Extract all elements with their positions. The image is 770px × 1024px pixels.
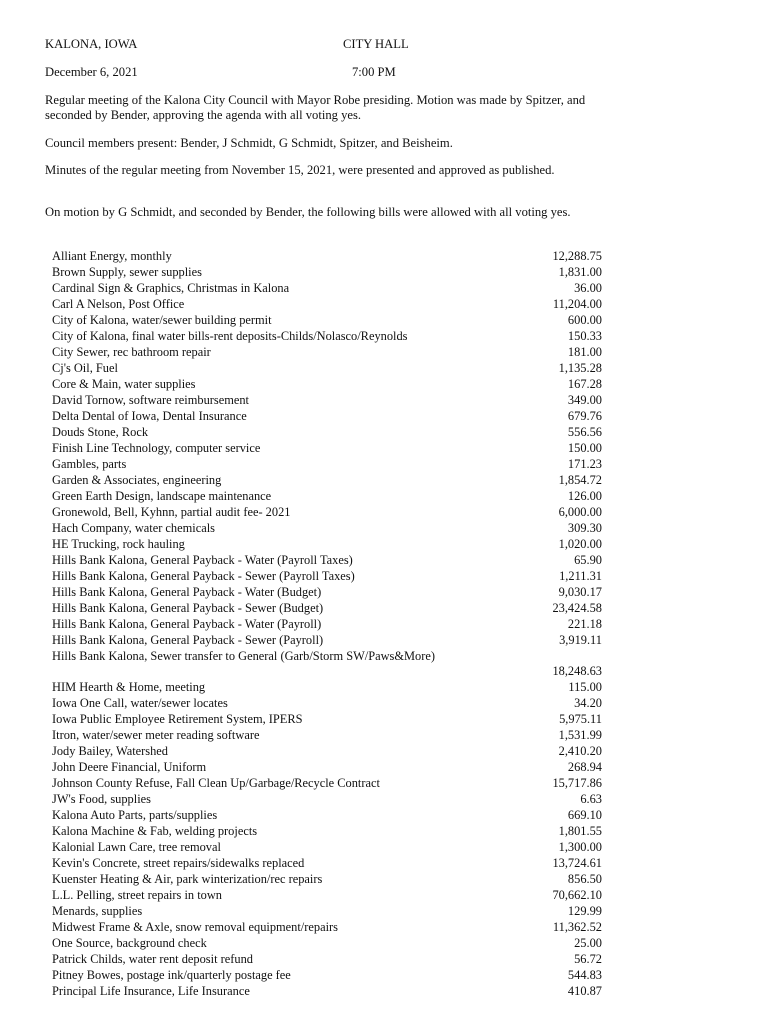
bill-description: City of Kalona, water/sewer building permit xyxy=(52,313,272,327)
bill-description: Hills Bank Kalona, Sewer transfer to General (Garb/Storm SW/Paws&More) xyxy=(52,649,435,663)
bill-row xyxy=(52,504,602,520)
bill-description: Green Earth Design, landscape maintenance xyxy=(52,489,272,503)
bill-description: One Source, background check xyxy=(52,936,207,950)
bill-amount: 25.00 xyxy=(574,936,602,950)
bill-row xyxy=(52,472,602,488)
bill-row xyxy=(52,280,602,296)
bill-row xyxy=(52,935,602,951)
bill-amount: 1,300.00 xyxy=(558,840,602,854)
bill-description: City of Kalona, final water bills-rent deposits-Childs/Nolasco/Reynolds xyxy=(52,329,408,343)
bill-description: Finish Line Technology, computer service xyxy=(52,441,261,455)
bill-row xyxy=(52,456,602,472)
bill-description: Iowa Public Employee Retirement System, IPERS xyxy=(52,712,303,726)
bill-row xyxy=(52,264,602,280)
bill-row xyxy=(52,616,602,632)
header-date: December 6, 2021 xyxy=(45,65,138,79)
bill-amount: 150.00 xyxy=(567,441,602,455)
bill-amount: 171.23 xyxy=(567,457,602,471)
bill-amount: 856.50 xyxy=(567,872,602,886)
bill-description: Patrick Childs, water rent deposit refund xyxy=(52,952,253,966)
bill-description: Core & Main, water supplies xyxy=(52,377,196,391)
bill-description: HE Trucking, rock hauling xyxy=(52,537,185,551)
bill-row xyxy=(52,632,602,648)
bill-description: Kalonial Lawn Care, tree removal xyxy=(52,840,221,854)
bill-row xyxy=(52,919,602,935)
bill-amount: 13,724.61 xyxy=(552,856,602,870)
bill-amount: 268.94 xyxy=(567,760,602,774)
bill-row xyxy=(52,727,602,743)
bill-amount: 11,204.00 xyxy=(552,297,602,311)
bill-row xyxy=(52,759,602,775)
bill-row xyxy=(52,967,602,983)
bill-amount: 18,248.63 xyxy=(552,664,602,678)
bill-amount: 65.90 xyxy=(574,553,602,567)
bill-row xyxy=(52,248,602,264)
bill-amount: 181.00 xyxy=(567,345,602,359)
bill-amount: 221.18 xyxy=(567,617,602,631)
bill-row xyxy=(52,951,602,967)
bill-amount: 36.00 xyxy=(574,281,602,295)
bill-description: David Tornow, software reimbursement xyxy=(52,393,249,407)
bill-description: Hills Bank Kalona, General Payback - Sewer (Payroll) xyxy=(52,633,324,647)
bill-row xyxy=(52,552,602,568)
bill-amount: 70,662.10 xyxy=(552,888,602,902)
bill-row xyxy=(52,983,602,999)
bill-row xyxy=(52,775,602,791)
bill-amount: 23,424.58 xyxy=(552,601,602,615)
bill-description: L.L. Pelling, street repairs in town xyxy=(52,888,222,902)
bill-amount: 6.63 xyxy=(580,792,602,806)
bill-description: Itron, water/sewer meter reading software xyxy=(52,728,260,742)
bill-amount: 150.33 xyxy=(567,329,602,343)
bill-row xyxy=(52,600,602,616)
bill-amount: 2,410.20 xyxy=(558,744,602,758)
bill-row xyxy=(52,392,602,408)
paragraph-bills-motion: On motion by G Schmidt, and seconded by Bender, the following bills were allowed with all voting yes. xyxy=(45,205,571,219)
bill-row xyxy=(52,376,602,392)
bill-description: Midwest Frame & Axle, snow removal equipment/repairs xyxy=(52,920,338,934)
bill-row xyxy=(52,312,602,328)
bill-row xyxy=(52,328,602,344)
bill-description: Douds Stone, Rock xyxy=(52,425,149,439)
bill-amount: 1,211.31 xyxy=(559,569,602,583)
bill-description: Kalona Auto Parts, parts/supplies xyxy=(52,808,218,822)
bill-amount: 56.72 xyxy=(574,952,602,966)
bill-amount: 679.76 xyxy=(567,409,602,423)
bill-row xyxy=(52,584,602,600)
bill-row xyxy=(52,823,602,839)
bill-amount: 669.10 xyxy=(567,808,602,822)
bill-amount: 34.20 xyxy=(574,696,602,710)
bill-description: Johnson County Refuse, Fall Clean Up/Garbage/Recycle Contract xyxy=(52,776,380,790)
bill-description: Hach Company, water chemicals xyxy=(52,521,215,535)
paragraph-opening: Regular meeting of the Kalona City Council with Mayor Robe presiding. Motion was made by Spitzer, and seconded by Bender, approving the agenda with all voting yes. xyxy=(45,93,586,122)
bill-amount: 129.99 xyxy=(567,904,602,918)
bill-row xyxy=(52,520,602,536)
bill-row xyxy=(52,568,602,584)
bill-description: Kuenster Heating & Air, park winterization/rec repairs xyxy=(52,872,323,886)
bill-description: Jody Bailey, Watershed xyxy=(52,744,168,758)
bill-description: Cj's Oil, Fuel xyxy=(52,361,118,375)
bill-row xyxy=(52,296,602,312)
bill-amount: 9,030.17 xyxy=(558,585,602,599)
bill-amount: 1,831.00 xyxy=(558,265,602,279)
bill-amount: 3,919.11 xyxy=(559,633,602,647)
bill-amount: 6,000.00 xyxy=(558,505,602,519)
header-place: KALONA, IOWA xyxy=(45,37,138,51)
bill-description: Principal Life Insurance, Life Insurance xyxy=(52,984,250,998)
bill-row xyxy=(52,408,602,424)
bill-amount: 12,288.75 xyxy=(552,249,602,263)
bill-row xyxy=(52,903,602,919)
bill-description: Hills Bank Kalona, General Payback - Sewer (Payroll Taxes) xyxy=(52,569,355,583)
bill-description: Hills Bank Kalona, General Payback - Water (Budget) xyxy=(52,585,322,599)
bill-description: Menards, supplies xyxy=(52,904,143,918)
bill-description: Pitney Bowes, postage ink/quarterly postage fee xyxy=(52,968,291,982)
bill-row xyxy=(52,488,602,504)
paragraph-members-present: Council members present: Bender, J Schmidt, G Schmidt, Spitzer, and Beisheim. xyxy=(45,136,453,150)
bill-description: Iowa One Call, water/sewer locates xyxy=(52,696,228,710)
bill-description: Cardinal Sign & Graphics, Christmas in Kalona xyxy=(52,281,290,295)
bill-row xyxy=(52,871,602,887)
bill-row xyxy=(52,344,602,360)
bill-amount: 1,531.99 xyxy=(558,728,602,742)
bill-row xyxy=(52,679,602,695)
header-venue: CITY HALL xyxy=(343,37,409,51)
bill-row xyxy=(52,743,602,759)
bill-row xyxy=(52,791,602,807)
bill-row xyxy=(52,424,602,440)
bill-row xyxy=(52,807,602,823)
bill-description: Brown Supply, sewer supplies xyxy=(52,265,202,279)
bill-amount: 126.00 xyxy=(567,489,602,503)
bill-row xyxy=(52,648,602,679)
bill-description: Delta Dental of Iowa, Dental Insurance xyxy=(52,409,247,423)
bill-description: John Deere Financial, Uniform xyxy=(52,760,207,774)
bill-description: Hills Bank Kalona, General Payback - Sewer (Budget) xyxy=(52,601,324,615)
paragraph-minutes: Minutes of the regular meeting from November 15, 2021, were presented and approved as published. xyxy=(45,163,555,177)
bill-amount: 167.28 xyxy=(567,377,602,391)
bill-amount: 5,975.11 xyxy=(559,712,602,726)
bill-row xyxy=(52,536,602,552)
bill-amount: 309.30 xyxy=(567,521,602,535)
bill-amount: 410.87 xyxy=(567,984,602,998)
bills-list xyxy=(52,248,602,999)
bill-description: HIM Hearth & Home, meeting xyxy=(52,680,206,694)
bill-amount: 1,854.72 xyxy=(558,473,602,487)
bill-description: Hills Bank Kalona, General Payback - Water (Payroll) xyxy=(52,617,322,631)
bill-description: Carl A Nelson, Post Office xyxy=(52,297,185,311)
bill-description: Gambles, parts xyxy=(52,457,127,471)
bill-description: Hills Bank Kalona, General Payback - Water (Payroll Taxes) xyxy=(52,553,353,567)
bill-amount: 15,717.86 xyxy=(552,776,602,790)
bill-row xyxy=(52,360,602,376)
bill-row xyxy=(52,695,602,711)
bill-amount: 600.00 xyxy=(567,313,602,327)
bill-amount: 544.83 xyxy=(567,968,602,982)
bill-row xyxy=(52,855,602,871)
header-time: 7:00 PM xyxy=(352,65,396,79)
bill-description: Garden & Associates, engineering xyxy=(52,473,222,487)
bill-amount: 1,020.00 xyxy=(558,537,602,551)
bill-description: Gronewold, Bell, Kyhnn, partial audit fee- 2021 xyxy=(52,505,291,519)
bill-row xyxy=(52,711,602,727)
bill-amount: 1,801.55 xyxy=(558,824,602,838)
bill-row xyxy=(52,887,602,903)
bill-amount: 115.00 xyxy=(568,680,602,694)
bill-description: City Sewer, rec bathroom repair xyxy=(52,345,211,359)
bill-description: JW's Food, supplies xyxy=(52,792,151,806)
bill-description: Kevin's Concrete, street repairs/sidewalks replaced xyxy=(52,856,305,870)
bill-amount: 1,135.28 xyxy=(558,361,602,375)
bill-amount: 11,362.52 xyxy=(552,920,602,934)
bill-description: Alliant Energy, monthly xyxy=(52,249,172,263)
bill-row xyxy=(52,839,602,855)
bill-row xyxy=(52,440,602,456)
bill-amount: 556.56 xyxy=(567,425,602,439)
bill-description: Kalona Machine & Fab, welding projects xyxy=(52,824,258,838)
bill-amount: 349.00 xyxy=(567,393,602,407)
